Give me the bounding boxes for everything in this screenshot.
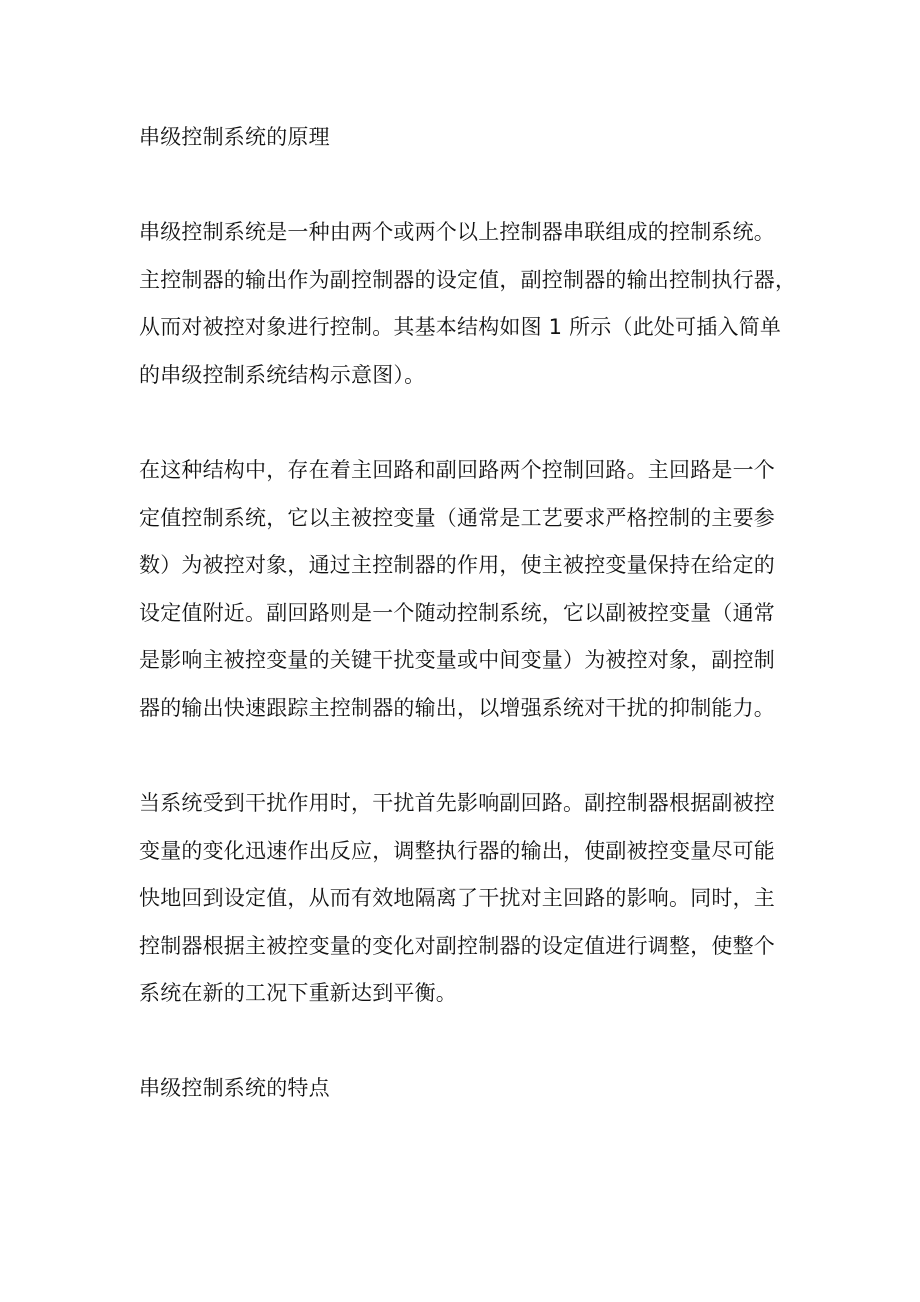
paragraph-line: 主控制器的输出作为副控制器的设定值，副控制器的输出控制执行器，: [139, 267, 797, 292]
paragraph-disturbance-response: [139, 780, 789, 1018]
paragraph-line: 当系统受到干扰作用时，干扰首先影响副回路。副控制器根据副被控: [139, 791, 775, 815]
paragraph-line: 的串级控制系统结构示意图）。: [139, 362, 426, 387]
paragraph-line: 变量的变化迅速作出反应，调整执行器的输出，使副被控变量尽可能: [139, 838, 775, 863]
paragraph-line: 器的输出快速跟踪主控制器的输出，以增强系统对干扰的抑制能力。: [139, 695, 775, 720]
paragraph-line: 快地回到设定值，从而有效地隔离了干扰对主回路的影响。同时，主: [139, 886, 775, 910]
paragraph-line: 系统在新的工况下重新达到平衡。: [139, 981, 457, 1005]
paragraph-line: 是影响主被控变量的关键干扰变量或中间变量）为被控对象，副控制: [139, 648, 775, 672]
section-heading-principle: 串级控制系统的原理: [139, 125, 330, 149]
section-heading-features: 串级控制系统的特点: [139, 1076, 330, 1100]
paragraph-line: 定值控制系统，它以主被控变量（通常是工艺要求严格控制的主要参: [139, 505, 775, 530]
paragraph-line: 控制器根据主被控变量的变化对副控制器的设定值进行调整，使整个: [139, 933, 775, 958]
paragraph-loops: [139, 447, 789, 732]
paragraph-line: 设定值附近。副回路则是一个随动控制系统，它以副被控变量（通常: [139, 600, 775, 625]
paragraph-line: 从而对被控对象进行控制。其基本结构如图 1 所示（此处可插入简单: [139, 315, 782, 339]
paragraph-definition: [139, 209, 797, 399]
paragraph-line: 在这种结构中，存在着主回路和副回路两个控制回路。主回路是一个: [139, 458, 775, 482]
paragraph-line: 数）为被控对象，通过主控制器的作用，使主被控变量保持在给定的: [139, 553, 775, 577]
paragraph-line: 串级控制系统是一种由两个或两个以上控制器串联组成的控制系统。: [139, 220, 775, 244]
